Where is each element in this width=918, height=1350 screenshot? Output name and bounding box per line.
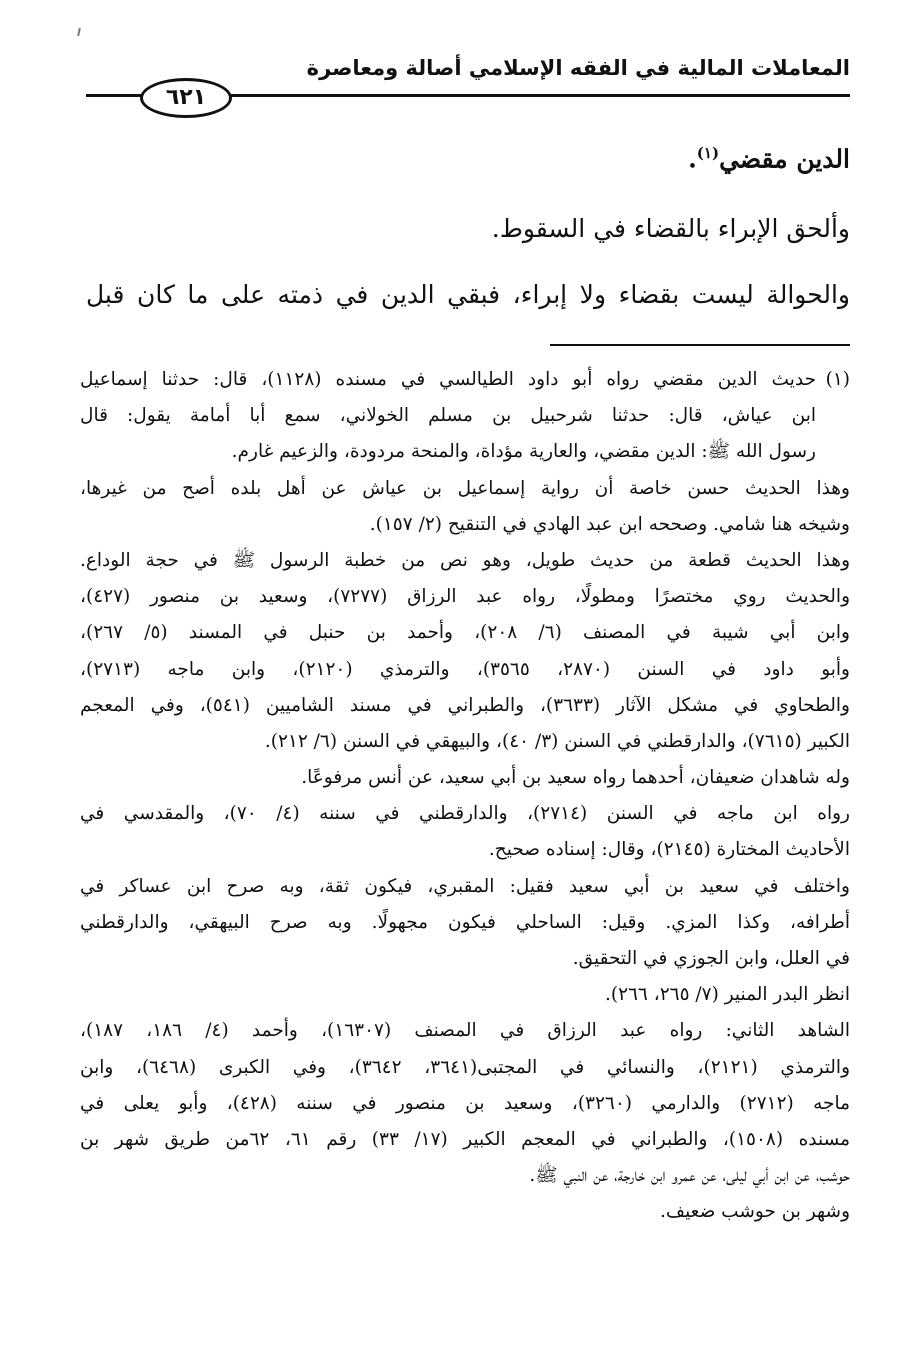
footnote-line: وأبو داود في السنن (٢٨٧٠، ٣٥٦٥)، والترمذي (٢١٢٠)، وابن ماجه (٢٧١٣)،	[80, 658, 850, 680]
footnote-line: وابن أبي شيبة في المصنف (٦/ ٢٠٨)، وأحمد بن حنبل في المسند (٥/ ٢٦٧)،	[80, 622, 850, 644]
footnote-line: واختلف في سعيد بن أبي سعيد فقيل: المقبري، فيكون ثقة، وبه صرح ابن عساكر في	[80, 875, 850, 897]
body-line-1	[86, 144, 850, 173]
footnote-line: ابن عياش، قال: حدثنا شرحبيل بن مسلم الخولاني، سمع أبا أمامة يقول: قال	[80, 405, 816, 427]
footnote-line: وشهر بن حوشب ضعيف.	[660, 1201, 850, 1223]
footnote-line: في العلل، وابن الجوزي في التحقيق.	[572, 948, 850, 969]
footnote-line: وهذا الحديث حسن خاصة أن رواية إسماعيل بن عياش عن أهل بلده أصح من غيرها،	[80, 477, 850, 499]
footnote-line: الشاهد الثاني: رواه عبد الرزاق في المصنف (١٦٣٠٧)، وأحمد (٤/ ١٨٦، ١٨٧)،	[80, 1020, 850, 1042]
footnote-line: انظر البدر المنير (٧/ ٢٦٥، ٢٦٦).	[604, 984, 850, 1006]
footnote-line: (١)حديث الدين مقضي رواه أبو داود الطيالسي في مسنده (١١٢٨)، قال: حدثنا إسماعيل	[80, 362, 850, 398]
body-line-2: وألحق الإبراء بالقضاء في السقوط.	[491, 214, 850, 243]
footnote-line: رواه ابن ماجه في السنن (٢٧١٤)، والدارقطني في سننه (٤/ ٧٠)، والمقدسي في	[80, 803, 850, 825]
scan-mark	[77, 28, 81, 36]
footnote-line: والحديث روي مختصرًا ومطولًا، رواه عبد الرزاق (٧٢٧٧)، وسعيد بن منصور (٤٢٧)،	[80, 586, 850, 608]
footnote-line: وله شاهدان ضعيفان، أحدهما رواه سعيد بن أبي سعيد، عن أنس مرفوعًا.	[301, 767, 850, 789]
footnote-line: أطرافه، وكذا المزي. وقيل: الساحلي فيكون مجهولًا. وبه صرح البيهقي، والدارقطني	[80, 911, 850, 933]
footnote-line: وهذا الحديث قطعة من حديث طويل، وهو نص من خطبة الرسول ﷺ في حجة الوداع.	[80, 549, 850, 571]
footnote-line: والترمذي (٢١٢١)، والنسائي في المجتبى(٣٦٤١، ٣٦٤٢)، وفي الكبرى (٦٤٦٨)، وابن	[80, 1056, 850, 1078]
footnote-number: (١)	[825, 369, 850, 390]
footnote-line: الأحاديث المختارة (٢١٤٥)، وقال: إسناده صحيح.	[488, 839, 850, 861]
body-line-1-end: .	[688, 144, 697, 174]
body-line-1-text: الدين مقضي	[719, 144, 850, 174]
footnote-line: رسول الله ﷺ: الدين مقضي، والعارية مؤداة، والمنحة مردودة، والزعيم غارم.	[231, 441, 816, 463]
footnote-reference[interactable]: (١)	[696, 144, 720, 162]
running-title: المعاملات المالية في الفقه الإسلامي أصالة ومعاصرة	[306, 56, 850, 80]
footnote-line: ماجه (٢٧١٢) والدارمي (٣٢٦٠)، وسعيد بن منصور في سننه (٤٢٨)، وأبو يعلى في	[80, 1092, 850, 1114]
footnote-line: مسنده (١٥٠٨)، والطبراني في المعجم الكبير (١٧/ ٣٣) رقم ٦١، ٦٢من طريق شهر بن	[80, 1128, 850, 1150]
footnote-line: الكبير (٧٦١٥)، والدارقطني في السنن (٣/ ٤٠)، والبيهقي في السنن (٦/ ٢١٢).	[264, 730, 850, 752]
page-number: ٦٢١	[140, 78, 232, 118]
footnote-line: والطحاوي في مشكل الآثار (٣٦٣٣)، والطبراني في مسند الشاميين (٥٤١)، وفي المعجم	[80, 694, 850, 716]
footnotes	[80, 362, 850, 1231]
footnote-line: وشيخه هنا شامي. وصححه ابن عبد الهادي في التنقيح (٢/ ١٥٧).	[369, 513, 850, 535]
body-line-3: والحوالة ليست بقضاء ولا إبراء، فبقي الدين في ذمته على ما كان قبل	[86, 280, 850, 309]
footnote-line: حوشب، عن ابن أبي ليلى، عن عمرو ابن خارجة، عن النبي ﷺ.	[529, 1165, 850, 1187]
footnote-separator	[550, 344, 850, 346]
